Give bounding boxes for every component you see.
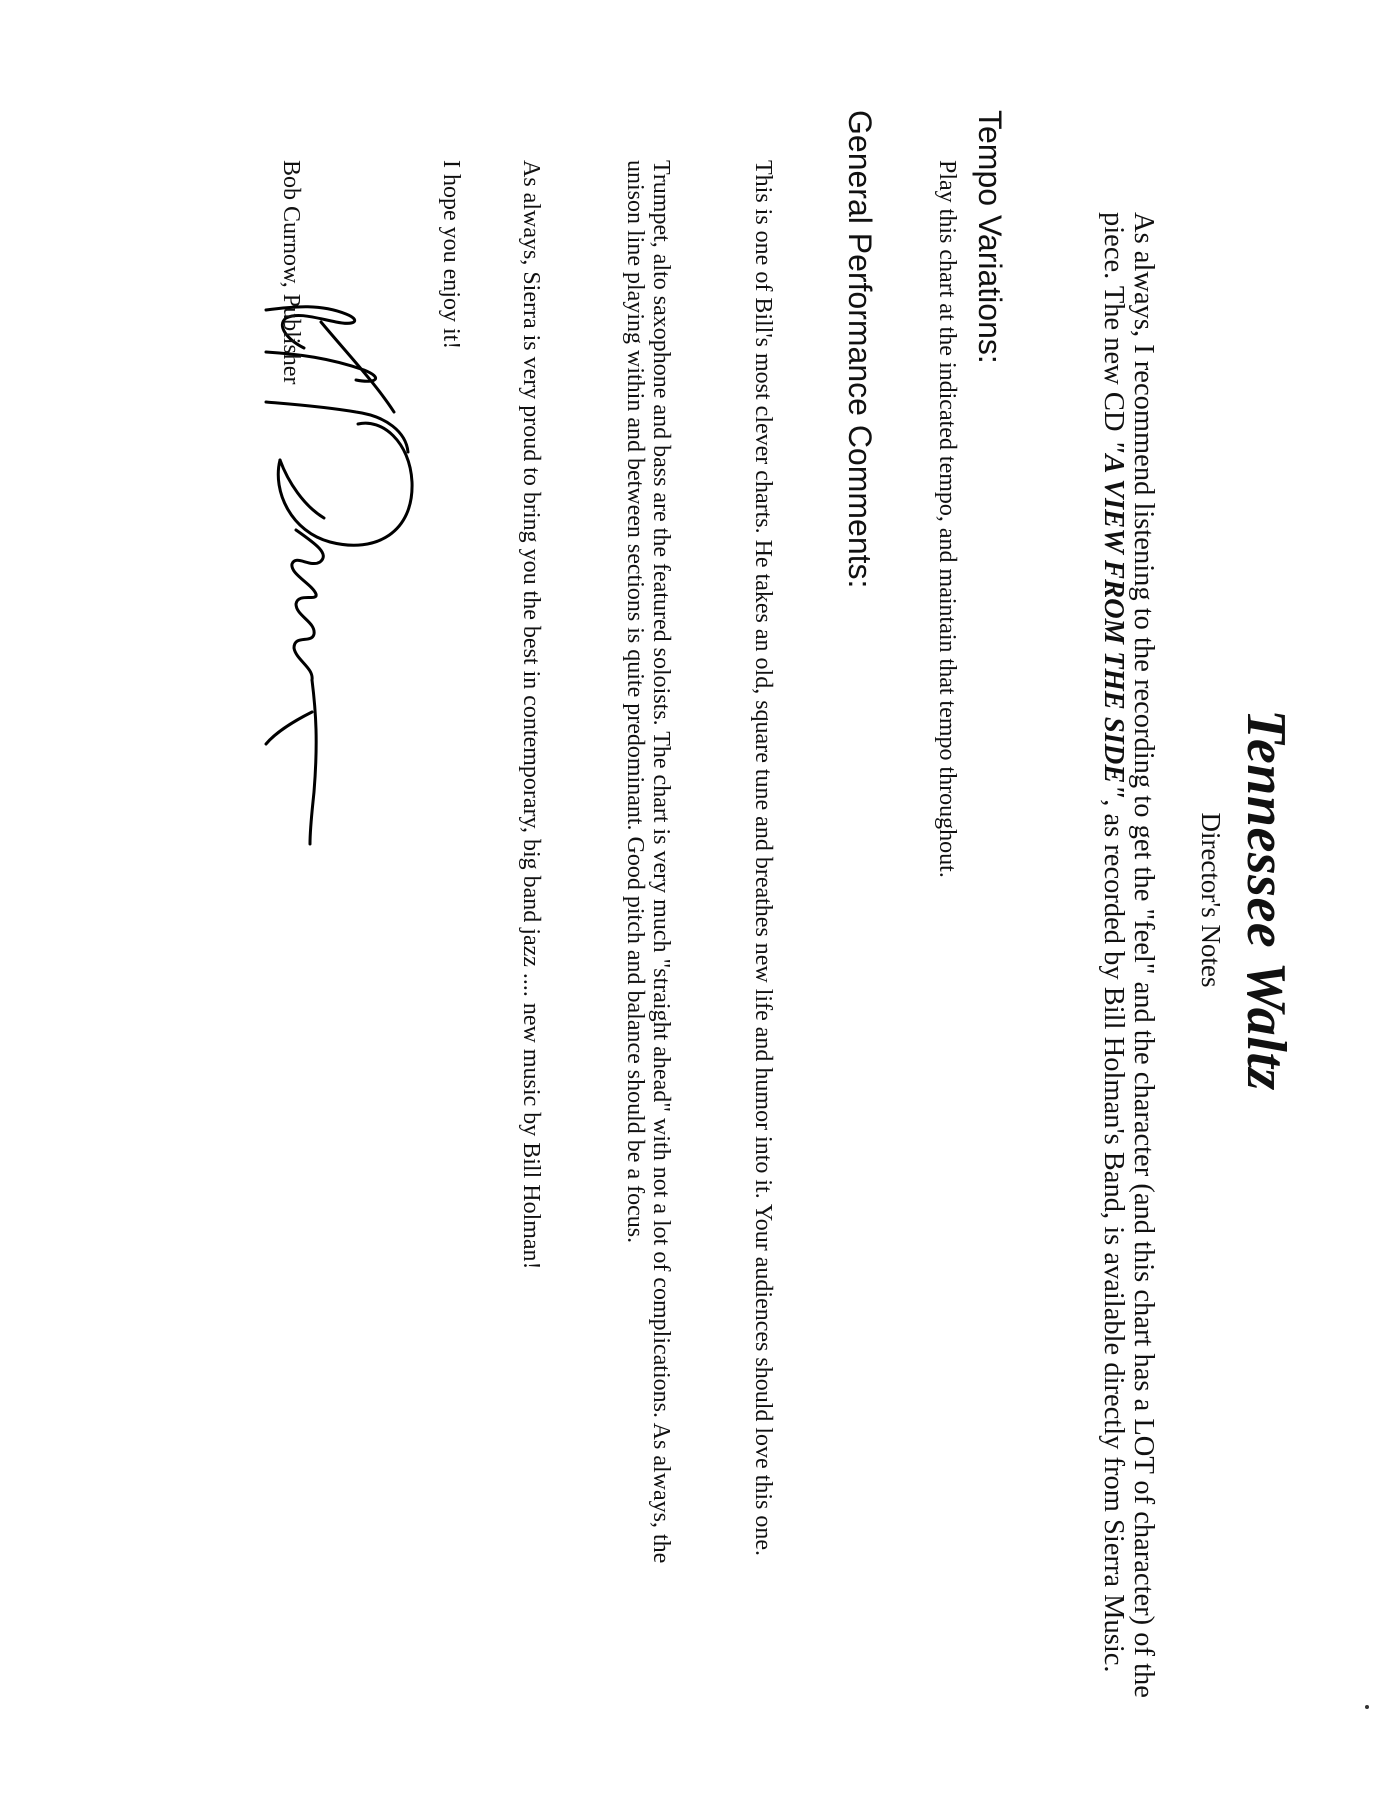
- tempo-paragraph: Play this chart at the indicated tempo, and maintain that tempo throughout.: [934, 160, 960, 878]
- closing-line: I hope you enjoy it!: [438, 160, 464, 350]
- general-comments-heading: General Performance Comments:: [842, 110, 878, 589]
- signature-caption: Bob Curnow, Publisher: [278, 160, 304, 385]
- document-subtitle: Director's Notes: [1196, 812, 1226, 988]
- scan-speck: [1365, 1705, 1369, 1709]
- intro-paragraph: [1097, 212, 1158, 1727]
- document-title: Tennessee Waltz: [1235, 709, 1297, 1091]
- tempo-heading: Tempo Variations:: [972, 110, 1008, 364]
- comments-paragraph: As always, Sierra is very proud to bring you the best in contemporary, big band jazz .... new music by Bill Holman!: [518, 160, 544, 1270]
- intro-text-after: , as recorded by Bill Holman's Band, is available directly from Sierra Music.: [1097, 799, 1129, 1673]
- cd-title: "A VIEW FROM THE SIDE": [1097, 438, 1129, 800]
- comments-paragraph: This is one of Bill's most clever charts. He takes an old, square tune and breathes new life and humor into it. Your audiences should love this one.: [750, 160, 776, 1557]
- comments-paragraph: Trumpet, alto saxophone and bass are the featured soloists. The chart is very much "straight ahead" with not a lot of complications. As always, the unison line playing within and between sections is quite predominant. Good pitch and balance should be a focus.: [621, 160, 674, 1564]
- intro-text-before: As always, I recommend listening to the recording to get the "feel" and the character (and this chart has a LOT of character) of the piece. The new CD: [1097, 212, 1159, 1698]
